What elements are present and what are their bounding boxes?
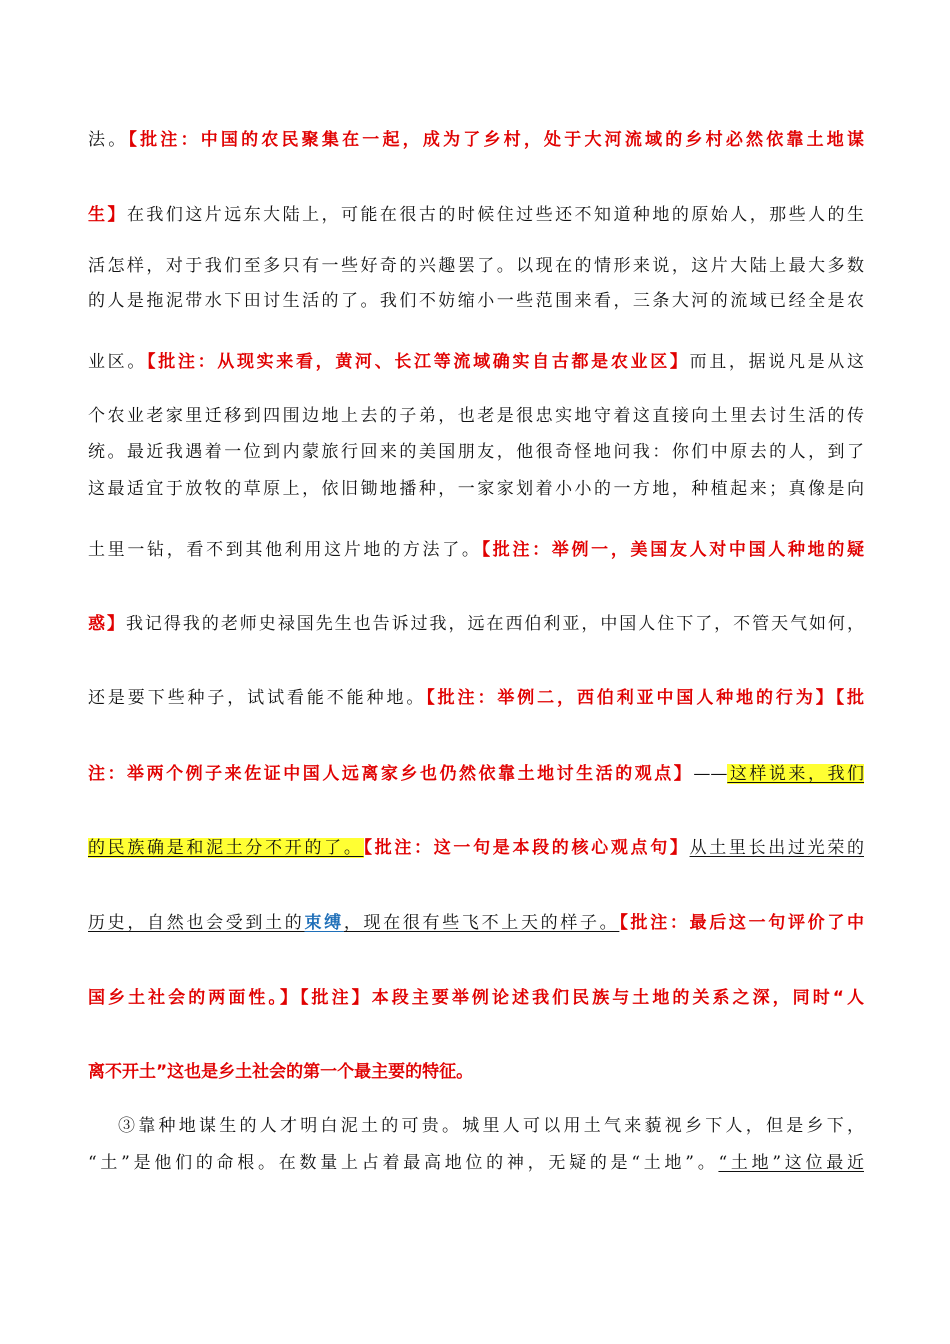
text-line-14	[88, 911, 864, 935]
text-line-16	[88, 1060, 864, 1084]
body-text: 我记得我的老师史禄国先生也告诉过我，远在西伯利亚，中国人住下了，不管天气如何，	[125, 614, 864, 634]
text-line-3	[88, 254, 864, 278]
body-text: ——	[693, 764, 728, 784]
text-line-7	[88, 440, 864, 464]
annotation-text: 惑】	[88, 614, 126, 634]
text-line-5	[88, 350, 864, 374]
annotation-text: 生】	[88, 205, 127, 225]
underlined-text: 从土里长出过光荣的	[689, 838, 864, 858]
highlighted-text: 的民族确是和泥土分不开的了。	[88, 838, 364, 858]
text-line-11	[88, 686, 864, 710]
annotation-text: 【批注：这一句是本段的核心观点句】	[363, 838, 690, 858]
body-text: 业区。	[88, 352, 148, 372]
body-text: 的人是拖泥带水下田讨生活的了。我们不妨缩小一些范围来看，三条大河的流域已经全是农	[88, 291, 864, 311]
text-line-6	[88, 404, 864, 428]
text-line-8	[88, 477, 864, 501]
body-text: 统。最近我遇着一位到内蒙旅行回来的美国朋友，他很奇怪地问我：你们中原去的人，到了	[88, 442, 864, 462]
annotation-text: 【批注：最后这一句评价了中	[619, 913, 864, 933]
body-text: 土里一钻，看不到其他利用这片地的方法了。	[88, 540, 482, 560]
emphasized-word: 束缚	[304, 913, 344, 933]
highlighted-text: 这样说来，我们	[727, 764, 864, 784]
text-line-4	[88, 289, 864, 313]
body-text: 法。	[88, 130, 129, 150]
text-line-9	[88, 538, 864, 562]
text-line-13	[88, 836, 864, 860]
annotation-text: 离不开土”这也是乡土社会的第一个最主要的特征。	[88, 1062, 474, 1082]
body-text: ③靠种地谋生的人才明白泥土的可贵。城里人可以用土气来藐视乡下人，但是乡下，	[118, 1116, 864, 1136]
annotation-text: 【批注：举例一，美国友人对中国人种地的疑	[481, 540, 864, 560]
body-text: 这最适宜于放牧的草原上，依旧锄地播种，一家家划着小小的一方地，种植起来；真像是向	[88, 479, 864, 499]
text-line-17	[118, 1114, 864, 1138]
text-line-12	[88, 762, 864, 786]
text-line-10	[88, 612, 864, 636]
body-text: 活怎样，对于我们至多只有一些好奇的兴趣罢了。以现在的情形来说，这片大陆上最大多数	[88, 256, 864, 276]
body-text: 在我们这片远东大陆上，可能在很古的时候住过些还不知道种地的原始人，那些人的生	[126, 205, 864, 225]
underlined-text: 历史，自然也会受到土的	[88, 913, 305, 933]
annotation-text: 【批注：从现实来看，黄河、长江等流域确实自古都是农业区】	[147, 352, 690, 372]
annotation-text: 国乡土社会的两面性。】【批注】本段主要举例论述我们民族与土地的关系之深，同时“人	[88, 988, 864, 1008]
annotation-text: 【批注：举例二，西伯利亚中国人种地的行为】【批	[426, 688, 864, 708]
body-text: 个农业老家里迁移到四围边地上去的子弟，也老是很忠实地守着这直接向土里去讨生活的传	[88, 406, 864, 426]
annotation-text: 注：举两个例子来佐证中国人远离家乡也仍然依靠土地讨生活的观点】	[88, 764, 694, 784]
body-text: 还是要下些种子，试试看能不能种地。	[88, 688, 427, 708]
annotation-text: 【批注：中国的农民聚集在一起，成为了乡村，处于大河流域的乡村必然依靠土地谋	[128, 130, 864, 150]
underlined-text: “土地”这位最近	[718, 1153, 864, 1173]
text-line-1	[88, 128, 864, 152]
body-text: “土”是他们的命根。在数量上占着最高地位的神，无疑的是“土地”。	[88, 1153, 719, 1173]
text-line-18	[88, 1151, 864, 1175]
body-text: 而且，据说凡是从这	[689, 352, 864, 372]
text-line-2	[88, 203, 864, 227]
text-line-15	[88, 986, 864, 1010]
underlined-text: ，现在很有些飞不上天的样子。	[343, 913, 620, 933]
